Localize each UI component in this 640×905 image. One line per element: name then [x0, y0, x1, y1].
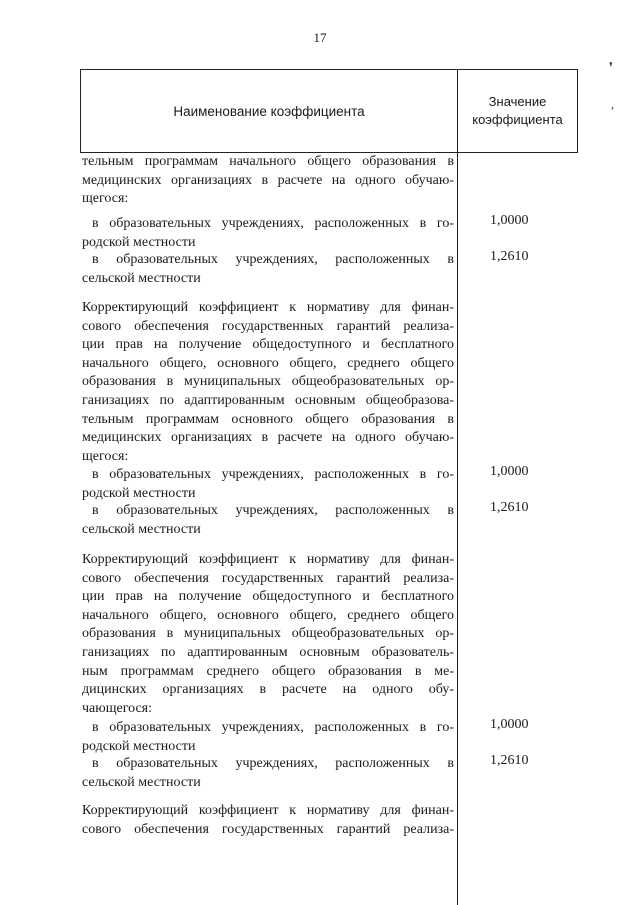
text-line: в образовательных учреждениях, расположенных в го-	[92, 467, 454, 482]
text-line: ции прав на получение общедоступного и бесплатного	[82, 589, 454, 605]
page-number: 17	[313, 30, 327, 45]
column-divider	[457, 153, 458, 905]
text-line: щегося:	[82, 191, 129, 207]
urban-row	[82, 215, 454, 252]
text-line: в образовательных учреждениях, расположенных в	[92, 252, 454, 267]
text-line: медицинских организациях в расчете на одного обучаю-	[82, 430, 454, 446]
text-line: ным программам среднего общего образования в ме-	[82, 663, 454, 679]
text-line: тельным программам основного общего образования в	[82, 411, 454, 427]
scan-mark: ❜	[609, 60, 613, 74]
text-line: сового обеспечения государственных гарантий реализа-	[82, 821, 454, 837]
coefficient-value: 1,0000	[490, 464, 529, 479]
text-line: в образовательных учреждениях, расположенных в го-	[92, 720, 454, 735]
text-line: Корректирующий коэффициент к нормативу для финан-	[82, 300, 454, 315]
text-line: в образовательных учреждениях, расположенных в	[92, 503, 454, 518]
text-line: сельской местности	[82, 270, 201, 286]
text-line: сельской местности	[82, 521, 201, 537]
text-line: в образовательных учреждениях, расположенных в	[92, 756, 454, 771]
text-line: образования в муниципальных общеобразовательных ор-	[82, 626, 454, 642]
text-line: ганизациях по адаптированным основным общеобразова-	[82, 392, 454, 408]
text-line: родской местности	[82, 485, 196, 501]
text-line: родской местности	[82, 738, 196, 754]
intro-continuation	[82, 153, 454, 209]
text-line: ции прав на получение общедоступного и бесплатного	[82, 337, 454, 353]
rural-row	[82, 502, 454, 539]
coefficient-description	[82, 299, 454, 466]
scan-mark: ,	[611, 97, 614, 111]
text-line: дицинских организациях в расчете на одного обу-	[82, 682, 454, 698]
text-line: медицинских организациях в расчете на одного обучаю-	[82, 172, 454, 188]
text-line: образования в муниципальных общеобразовательных ор-	[82, 374, 454, 390]
text-line: чающегося:	[82, 700, 152, 716]
rural-row	[82, 755, 454, 792]
urban-row	[82, 466, 454, 503]
text-line: щегося:	[82, 448, 129, 464]
coefficient-value: 1,0000	[490, 213, 529, 228]
text-line: тельным программам начального общего образования в	[82, 154, 454, 169]
rural-row	[82, 251, 454, 288]
table-header	[80, 69, 578, 153]
header-value-column: Значение коэффициента	[472, 94, 563, 127]
text-line: родской местности	[82, 234, 196, 250]
text-line: сельской местности	[82, 774, 201, 790]
text-line: Корректирующий коэффициент к нормативу для финан-	[82, 803, 454, 818]
coefficient-value: 1,2610	[490, 500, 529, 515]
text-line: Корректирующий коэффициент к нормативу для финан-	[82, 552, 454, 567]
coefficient-description	[82, 551, 454, 718]
text-line: сового обеспечения государственных гарантий реализа-	[82, 318, 454, 334]
urban-row	[82, 719, 454, 756]
coefficient-description	[82, 802, 454, 839]
coefficient-value: 1,0000	[490, 717, 529, 732]
text-line: сового обеспечения государственных гарантий реализа-	[82, 570, 454, 586]
text-line: ганизациях по адаптированным основным образователь-	[82, 644, 454, 660]
text-line: в образовательных учреждениях, расположенных в го-	[92, 216, 454, 231]
text-line: начального общего, основного общего, среднего общего	[82, 607, 454, 623]
coefficient-value: 1,2610	[490, 249, 529, 264]
coefficient-value: 1,2610	[490, 753, 529, 768]
text-line: начального общего, основного общего, среднего общего	[82, 355, 454, 371]
header-name-column: Наименование коэффициента	[81, 70, 458, 152]
